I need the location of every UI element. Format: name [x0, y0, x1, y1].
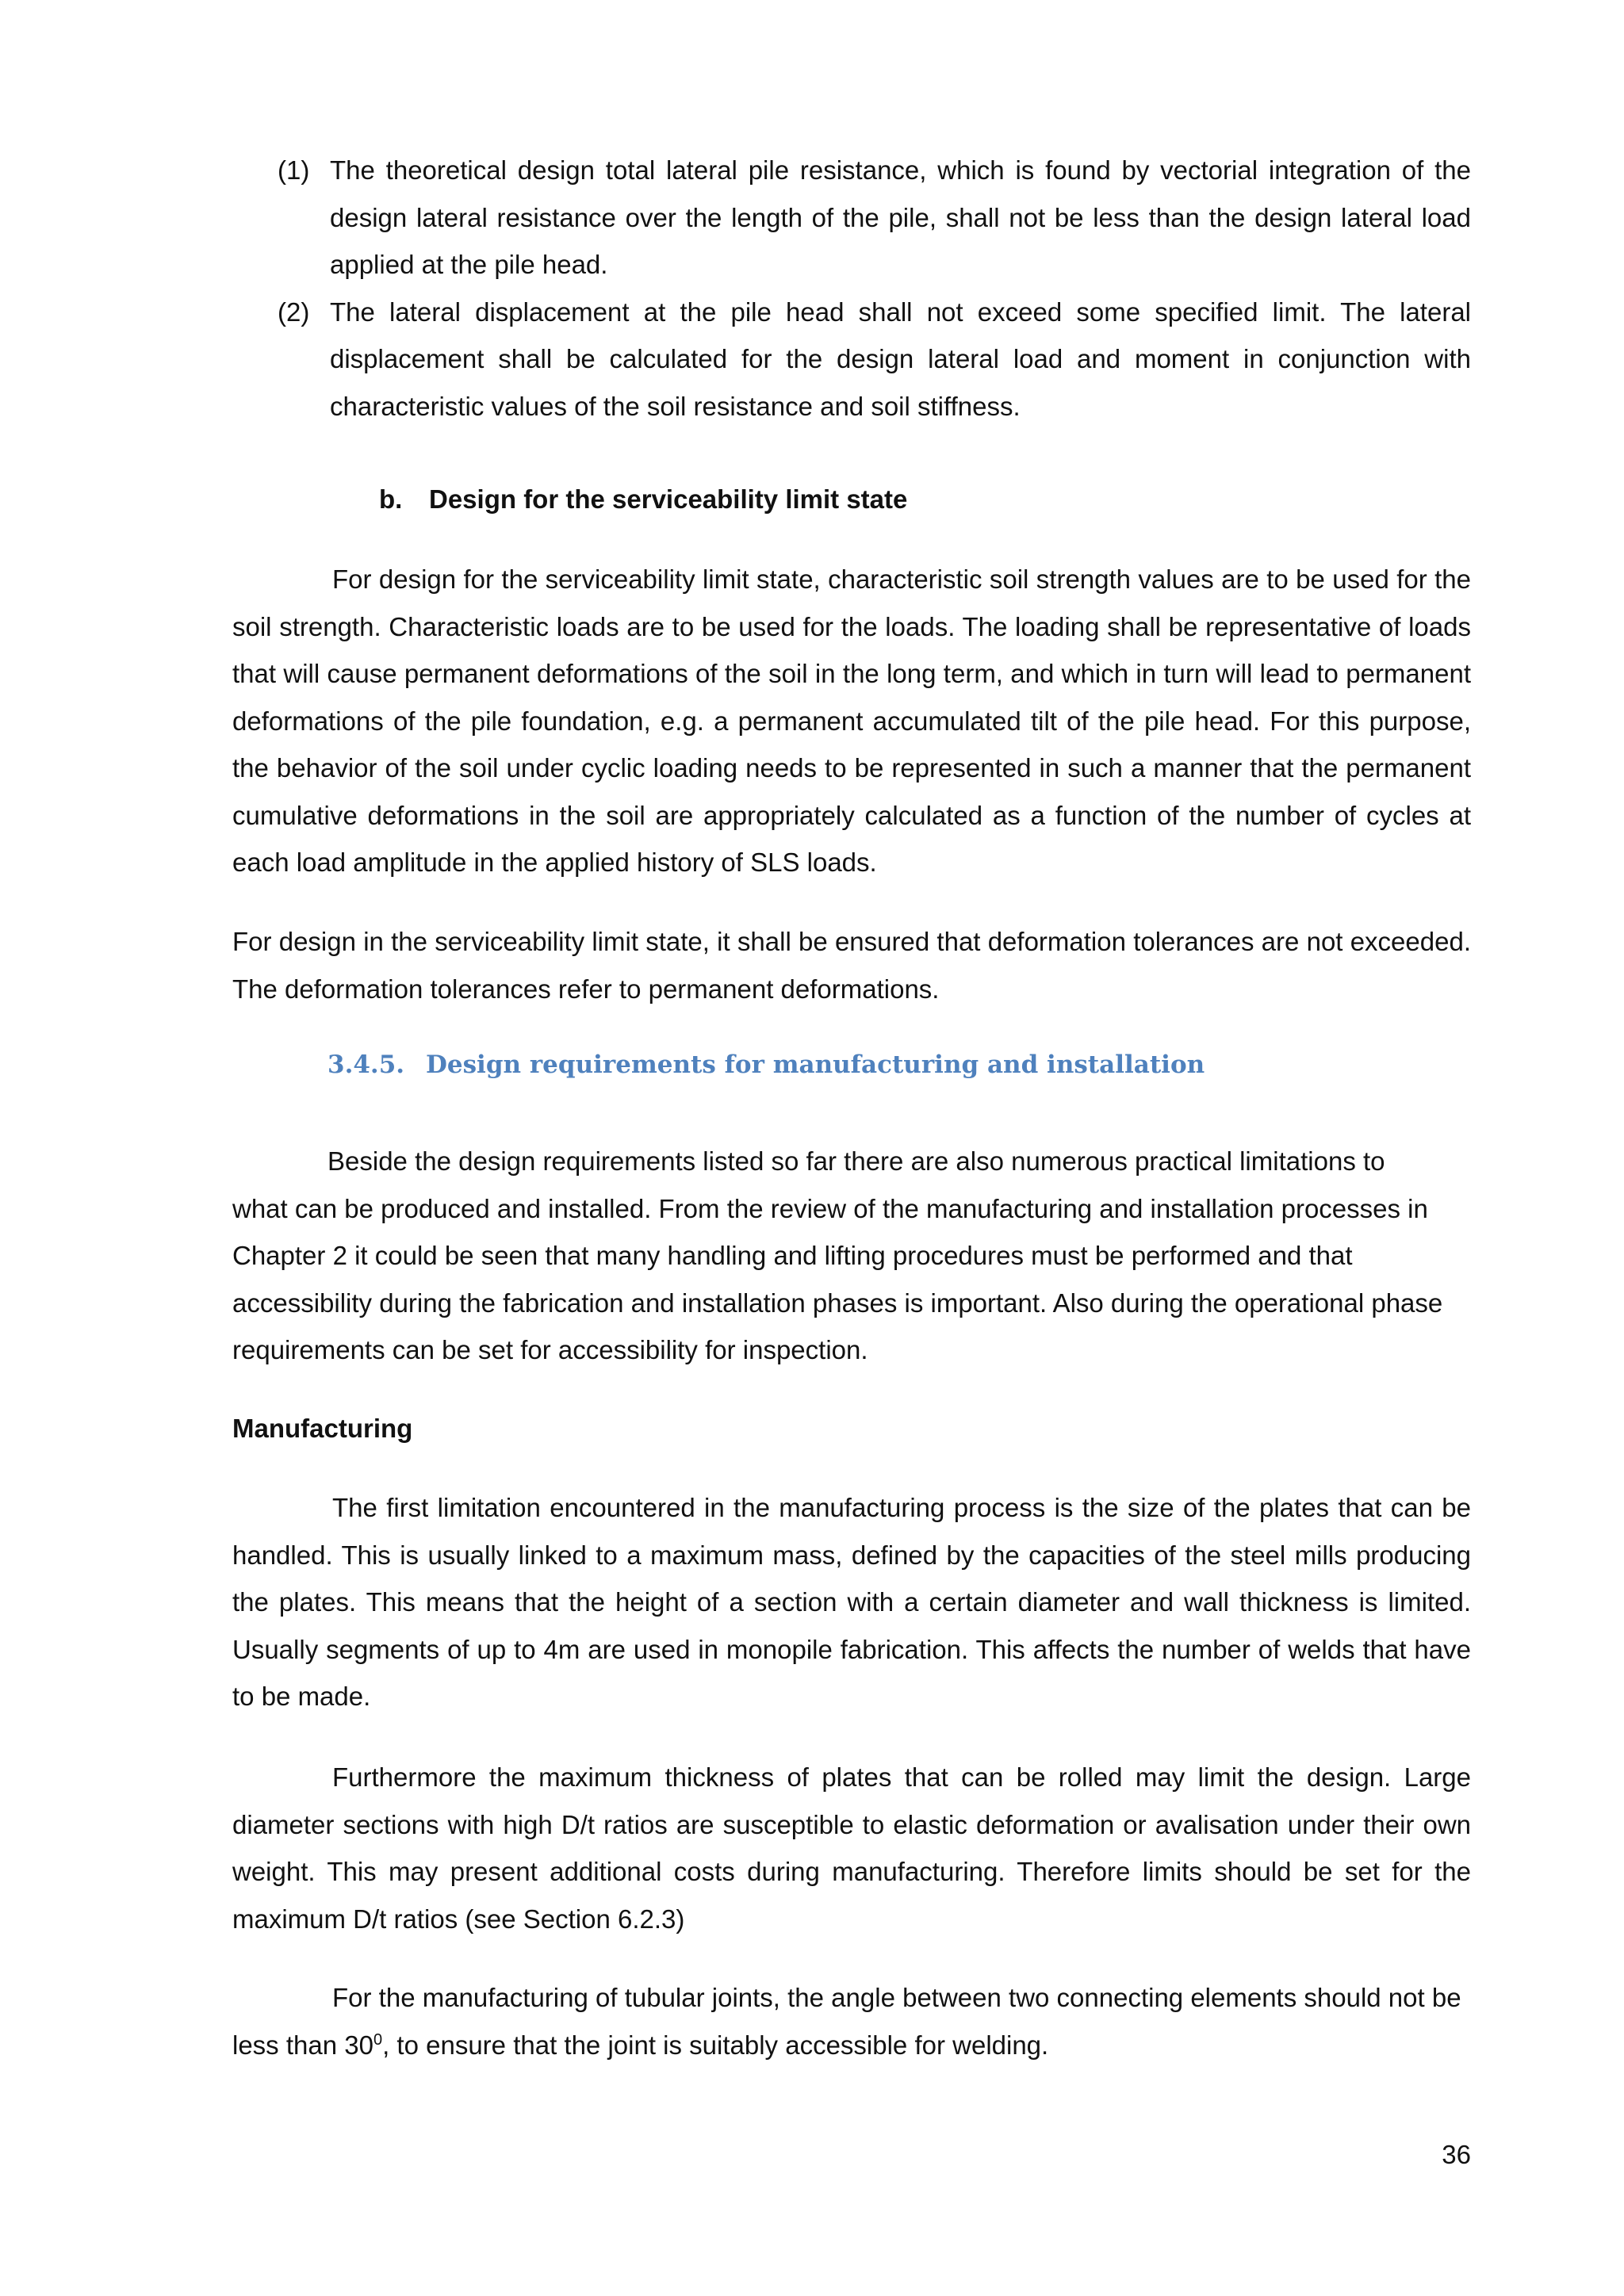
page-number: 36	[1442, 2140, 1471, 2169]
section-title: Design requirements for manufacturing and installation	[426, 1050, 1205, 1079]
subheading-label: b.	[379, 484, 403, 514]
subheading-title: Design for the serviceability limit state	[429, 484, 908, 514]
joint-paragraph	[232, 1974, 1471, 2068]
sls-paragraph: For design for the serviceability limit state, characteristic soil strength values are to be used for the soil strength. Characteristic loads are to be used for the loads. The loading shall be representative of loads that will cause permanent deformations of the soil in the long term, and which in turn will lead to permanent deformations of the pile foundation, e.g. a permanent accumulated tilt of the pile head. For this purpose, the behavior of the soil under cyclic loading needs to be represented in such a manner that the permanent cumulative deformations in the soil are appropriately calculated as a function of the number of cycles at each load amplitude in the applied history of SLS loads.	[232, 564, 1471, 877]
list-item	[278, 289, 1471, 430]
list-item-text: The lateral displacement at the pile head shall not exceed some specified limit. The lateral displacement shall be calculated for the design lateral load and moment in conjunction with characteristic values of the soil resistance and soil stiffness.	[330, 297, 1471, 421]
list-item-number: (2)	[278, 297, 310, 327]
requirements-list	[278, 147, 1471, 430]
degree-superscript: 0	[373, 2030, 383, 2049]
list-item-number: (1)	[278, 155, 310, 185]
list-item	[278, 147, 1471, 289]
manufacturing-paragraph: The first limitation encountered in the manufacturing process is the size of the plates that can be handled. This is usually linked to a maximum mass, defined by the capacities of the steel mills producing the plates. This means that the height of a section with a certain diameter and wall thickness is limited. Usually segments of up to 4m are used in monopile fabrication. This affects the number of welds that have to be made.	[232, 1493, 1471, 1711]
joint-text: For the manufacturing of tubular joints, the angle between two connecting elements should not be less than 30	[232, 1983, 1461, 2060]
manufacturing-heading: Manufacturing	[232, 1414, 413, 1443]
manufacturing-paragraph: Furthermore the maximum thickness of plates that can be rolled may limit the design. Large diameter sections with high D/t ratios are susceptible to elastic deformation or avalisation under their own weight. This may present additional costs during manufacturing. Therefore limits should be set for the maximum D/t ratios (see Section 6.2.3)	[232, 1762, 1471, 1934]
joint-text-end: , to ensure that the joint is suitably accessible for welding.	[382, 2030, 1049, 2060]
section-heading	[327, 1041, 1205, 1089]
intro-paragraph: Beside the design requirements listed so far there are also numerous practical limitations to what can be produced and installed. From the review of the manufacturing and installation processes in Chapter 2 it could be seen that many handling and lifting procedures must be performed and that accessibility during the fabrication and installation phases is important. Also during the operational phase requirements can be set for accessibility for inspection.	[232, 1146, 1443, 1364]
section-number: 3.4.5.	[327, 1050, 405, 1079]
list-item-text: The theoretical design total lateral pile resistance, which is found by vectorial integration of the design lateral resistance over the length of the pile, shall not be less than the design lateral load applied at the pile head.	[330, 155, 1471, 279]
subheading-serviceability	[379, 476, 907, 523]
deformation-paragraph: For design in the serviceability limit state, it shall be ensured that deformation tolerances are not exceeded. The deformation tolerances refer to permanent deformations.	[232, 927, 1471, 1004]
